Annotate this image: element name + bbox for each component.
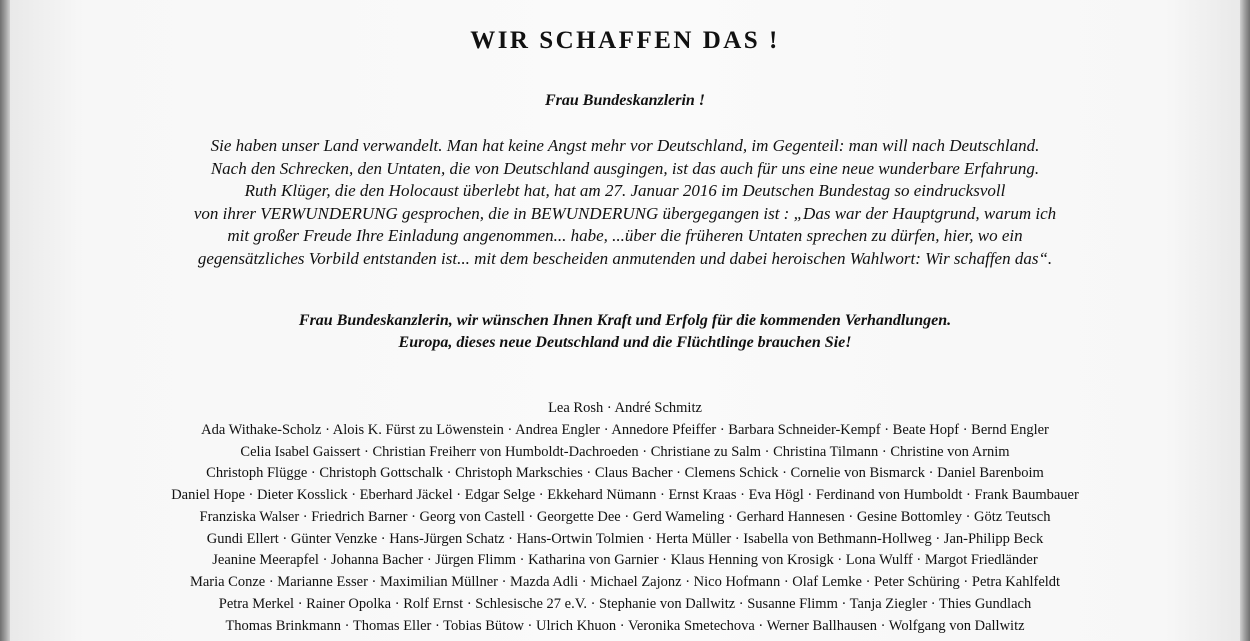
closing-line: Frau Bundeskanzlerin, wir wünschen Ihnen Kraft und Erfolg für die kommenden Verhandlungen. xyxy=(298,312,952,329)
signatories-line: Gundi Ellert · Günter Venzke · Hans-Jürgen Schatz · Hans-Ortwin Tolmien · Herta Müller · Isabella von Bethmann-Hollweg · Jan-Philipp Beck xyxy=(206,530,1044,547)
signatories-line: Maria Conze · Marianne Esser · Maximilian Müllner · Mazda Adli · Michael Zajonz · Nico Hofmann · Olaf Lemke · Peter Schüring · Petra Kahlfeldt xyxy=(189,574,1061,590)
closing-line: Europa, dieses neue Deutschland und die Flüchtlinge brauchen Sie! xyxy=(398,334,852,351)
body-line: Sie haben unser Land verwandelt. Man hat keine Angst mehr vor Deutschland, im Gegenteil: man will nach Deutschland. xyxy=(210,136,1040,155)
body-line: Nach den Schrecken, den Untaten, die von Deutschland ausgingen, ist das auch für uns eine neue wunderbare Erfahrung. xyxy=(210,158,1040,178)
letter-body xyxy=(10,135,1240,271)
signatories-line: Jeanine Meerapfel · Johanna Bacher · Jürgen Flimm · Katharina von Garnier · Klaus Henning von Krosigk · Lona Wulff · Margot Friedländer xyxy=(212,552,1038,569)
signatories-list xyxy=(10,398,1240,637)
closing-statement xyxy=(10,310,1240,354)
signatories-line: Christoph Flügge · Christoph Gottschalk · Christoph Markschies · Claus Bacher · Clemens Schick · Cornelie von Bismarck · Daniel Barenboim xyxy=(206,465,1044,482)
signatories-line: Celia Isabel Gaissert · Christian Freiherr von Humboldt-Dachroeden · Christiane zu Salm · Christina Tilmann · Christine von Arnim xyxy=(240,443,1010,460)
body-line: mit großer Freude Ihre Einladung angenommen... habe, ...über die früheren Untaten sprechen zu dürfen, hier, wo ein xyxy=(227,226,1023,246)
salutation: Frau Bundeskanzlerin ! xyxy=(544,92,706,109)
body-line: von ihrer VERWUNDERUNG gesprochen, die in BEWUNDERUNG übergegangen ist : „Das war der Hauptgrund, warum ich xyxy=(193,203,1057,223)
signatories-line: Thomas Brinkmann · Thomas Eller · Tobias Bütow · Ulrich Khuon · Veronika Smetechova · Werner Ballhausen · Wolfgang von Dallwitz xyxy=(225,617,1025,634)
signatories-line: Daniel Hope · Dieter Kosslick · Eberhard Jäckel · Edgar Selge · Ekkehard Nümann · Ernst Kraas · Eva Högl · Ferdinand von Humboldt · Frank Baumbauer xyxy=(171,487,1079,503)
scan-edge-right xyxy=(1240,0,1250,641)
headline: WIR SCHAFFEN DAS ! xyxy=(470,27,780,54)
body-line: Ruth Klüger, die den Holocaust überlebt hat, hat am 27. Januar 2016 im Deutschen Bundestag so eindrucksvoll xyxy=(244,181,1006,201)
signatories-line: Lea Rosh · André Schmitz xyxy=(548,400,702,416)
signatories-line: Ada Withake-Scholz · Alois K. Fürst zu Löwenstein · Andrea Engler · Annedore Pfeiffer · Barbara Schneider-Kempf · Beate Hopf · Bernd Engler xyxy=(201,421,1049,438)
letter-page xyxy=(10,0,1240,641)
signatories-line: Franziska Walser · Friedrich Barner · Georg von Castell · Georgette Dee · Gerd Wameling · Gerhard Hannesen · Gesine Bottomley · Götz Teutsch xyxy=(199,508,1051,525)
signatories-line: Petra Merkel · Rainer Opolka · Rolf Ernst · Schlesische 27 e.V. · Stephanie von Dallwitz · Susanne Flimm · Tanja Ziegler · Thies Gundlach xyxy=(218,595,1032,612)
scan-edge-left xyxy=(0,0,10,641)
body-line: gegensätzliches Vorbild entstanden ist... mit dem bescheiden anmutenden und dabei heroischen Wahlwort: Wir schaffen das“. xyxy=(197,248,1053,268)
